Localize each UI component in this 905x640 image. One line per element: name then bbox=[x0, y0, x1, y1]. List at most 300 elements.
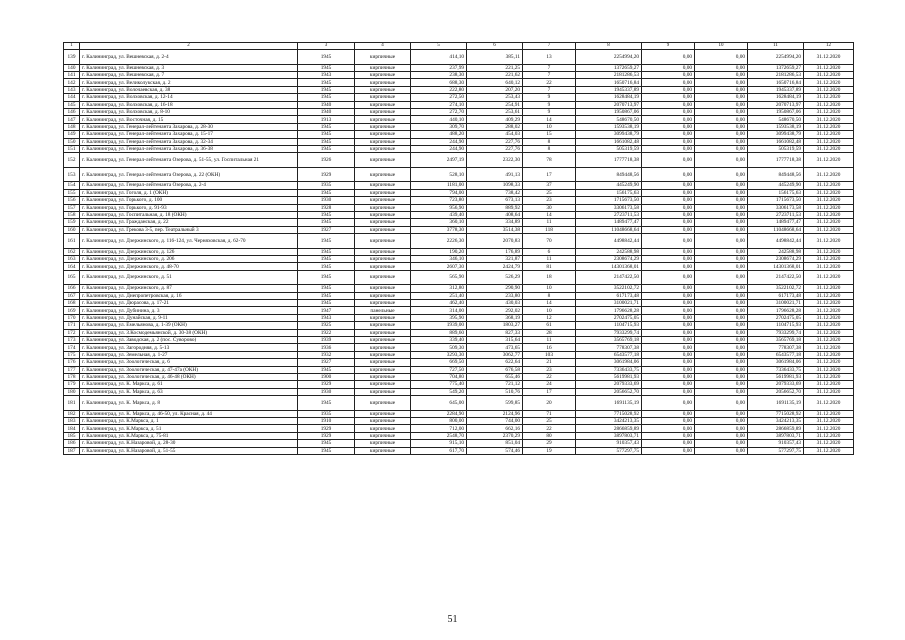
date-cell: 31.12.2020 bbox=[804, 329, 854, 336]
value-cell: 0,00 bbox=[695, 79, 748, 86]
value-cell: 0,00 bbox=[642, 270, 695, 285]
date-cell: 31.12.2020 bbox=[804, 314, 854, 321]
row-number: 145 bbox=[64, 101, 80, 108]
living-area-cell: 510,76 bbox=[467, 388, 523, 395]
date-cell: 31.12.2020 bbox=[804, 79, 854, 86]
date-cell: 31.12.2020 bbox=[804, 189, 854, 196]
living-area-cell: 233,80 bbox=[467, 292, 523, 299]
material-cell: кирпичные bbox=[355, 256, 411, 263]
date-cell: 31.12.2020 bbox=[804, 204, 854, 211]
address-cell: г. Калининград, ул. Генерал-лейтенанта Озерова, д. 2-4 bbox=[80, 182, 298, 189]
year-cell: 1932 bbox=[298, 351, 355, 358]
year-cell: 1945 bbox=[298, 440, 355, 447]
value-cell: 0,00 bbox=[695, 425, 748, 432]
table-row bbox=[64, 285, 854, 292]
value-cell: 0,00 bbox=[642, 197, 695, 204]
table-row bbox=[64, 86, 854, 93]
balance-cell: 1950867,06 bbox=[748, 109, 804, 116]
table-row bbox=[64, 447, 854, 454]
year-cell: 1940 bbox=[298, 109, 355, 116]
value-cell: 0,00 bbox=[642, 204, 695, 211]
value-cell: 0,00 bbox=[695, 447, 748, 454]
value-cell: 0,00 bbox=[695, 116, 748, 123]
table-row bbox=[64, 131, 854, 138]
total-area-cell: 800,00 bbox=[411, 418, 467, 425]
balance-cell: 1593538,19 bbox=[748, 123, 804, 130]
living-area-cell: 889,92 bbox=[467, 204, 523, 211]
living-area-cell: 2424,79 bbox=[467, 263, 523, 270]
total-area-cell: 272,50 bbox=[411, 94, 467, 101]
balance-cell: 3565769,18 bbox=[748, 337, 804, 344]
address-cell: г. Калининград, ул. Дунайская, д. 9-11 bbox=[80, 314, 298, 321]
living-area-cell: 2370,29 bbox=[467, 432, 523, 439]
address-cell: г. Калининград, ул. Волховская, д. 16-18 bbox=[80, 101, 298, 108]
address-cell: г. Калининград, ул. Заводская, д. 2 (пос. Суворово) bbox=[80, 337, 298, 344]
table-row bbox=[64, 432, 854, 439]
year-cell: 1945 bbox=[298, 86, 355, 93]
row-number: 178 bbox=[64, 373, 80, 380]
value-cell: 0,00 bbox=[642, 146, 695, 153]
amount-cell: 7933299,74 bbox=[576, 329, 642, 336]
date-cell: 31.12.2020 bbox=[804, 351, 854, 358]
row-number: 165 bbox=[64, 270, 80, 285]
living-area-cell: 207,20 bbox=[467, 86, 523, 93]
row-number: 140 bbox=[64, 64, 80, 71]
balance-cell: 2702475,05 bbox=[748, 314, 804, 321]
date-cell: 31.12.2020 bbox=[804, 366, 854, 373]
amount-cell: 2070713,97 bbox=[576, 101, 642, 108]
amount-cell: 1372659,27 bbox=[576, 64, 642, 71]
date-cell: 31.12.2020 bbox=[804, 344, 854, 351]
material-cell: кирпичные bbox=[355, 211, 411, 218]
row-number: 179 bbox=[64, 381, 80, 388]
address-cell: г. Калининград, ул. Грекова 3-5, пер. Театральный 3 bbox=[80, 226, 298, 233]
value-cell: 0,00 bbox=[695, 300, 748, 307]
year-cell: 1940 bbox=[298, 101, 355, 108]
amount-cell: 14301368,01 bbox=[576, 263, 642, 270]
date-cell: 31.12.2020 bbox=[804, 285, 854, 292]
date-cell: 31.12.2020 bbox=[804, 153, 854, 168]
date-cell: 31.12.2020 bbox=[804, 270, 854, 285]
living-area-cell: 292,02 bbox=[467, 307, 523, 314]
column-number-row bbox=[64, 43, 854, 50]
address-cell: г. Калининград, ул. Земельная, д. 1-27 bbox=[80, 351, 298, 358]
amount-cell: 2723711,53 bbox=[576, 211, 642, 218]
amount-cell: 1593538,19 bbox=[576, 123, 642, 130]
count-cell: 23 bbox=[523, 366, 576, 373]
year-cell: 1930 bbox=[298, 388, 355, 395]
material-cell: кирпичные bbox=[355, 94, 411, 101]
total-area-cell: 2284,90 bbox=[411, 410, 467, 417]
total-area-cell: 251,40 bbox=[411, 292, 467, 299]
date-cell: 31.12.2020 bbox=[804, 182, 854, 189]
value-cell: 0,00 bbox=[695, 432, 748, 439]
table-row bbox=[64, 359, 854, 366]
living-area-cell: 254,91 bbox=[467, 101, 523, 108]
total-area-cell: 1939,00 bbox=[411, 322, 467, 329]
total-area-cell: 2548,70 bbox=[411, 432, 467, 439]
count-cell: 118 bbox=[523, 226, 576, 233]
amount-cell: 2079333,69 bbox=[576, 381, 642, 388]
total-area-cell: 339,40 bbox=[411, 337, 467, 344]
address-cell: г. Калининград, ул. К.Назаровой, д. 51-55 bbox=[80, 447, 298, 454]
material-cell: кирпичные bbox=[355, 314, 411, 321]
total-area-cell: 237,99 bbox=[411, 64, 467, 71]
material-cell: кирпичные bbox=[355, 189, 411, 196]
material-cell: кирпичные bbox=[355, 109, 411, 116]
living-area-cell: 599,85 bbox=[467, 396, 523, 411]
total-area-cell: 915,10 bbox=[411, 440, 467, 447]
table-row bbox=[64, 329, 854, 336]
living-area-cell: 851,04 bbox=[467, 440, 523, 447]
value-cell: 0,00 bbox=[642, 86, 695, 93]
year-cell: 1939 bbox=[298, 337, 355, 344]
row-number: 151 bbox=[64, 146, 80, 153]
table-row bbox=[64, 197, 854, 204]
row-number: 177 bbox=[64, 366, 80, 373]
balance-cell: 5619981,93 bbox=[748, 373, 804, 380]
material-cell: кирпичные bbox=[355, 50, 411, 65]
row-number: 181 bbox=[64, 396, 80, 411]
value-cell: 0,00 bbox=[695, 329, 748, 336]
table-row bbox=[64, 94, 854, 101]
balance-cell: 4498842,44 bbox=[748, 234, 804, 249]
value-cell: 0,00 bbox=[695, 182, 748, 189]
balance-cell: 1661082,48 bbox=[748, 138, 804, 145]
living-area-cell: 473,65 bbox=[467, 344, 523, 351]
count-cell: 24 bbox=[523, 381, 576, 388]
count-cell: 103 bbox=[523, 351, 576, 358]
row-number: 183 bbox=[64, 418, 80, 425]
total-area-cell: 414,10 bbox=[411, 50, 467, 65]
page-number: 51 bbox=[447, 614, 458, 625]
value-cell: 0,00 bbox=[642, 425, 695, 432]
amount-cell: 2308674,29 bbox=[576, 256, 642, 263]
value-cell: 0,00 bbox=[695, 86, 748, 93]
living-area-cell: 409,29 bbox=[467, 116, 523, 123]
balance-cell: 2079333,69 bbox=[748, 381, 804, 388]
balance-cell: 2723711,53 bbox=[748, 211, 804, 218]
total-area-cell: 712,00 bbox=[411, 425, 467, 432]
address-cell: г. Калининград, ул. Вешневская, д. 2-4 bbox=[80, 50, 298, 65]
address-cell: г. Калининград, ул. К.Назаровой, д. 28-30 bbox=[80, 440, 298, 447]
value-cell: 0,00 bbox=[695, 234, 748, 249]
table-row bbox=[64, 292, 854, 299]
address-cell: г. Калининград, ул. Дубинина, д. 3 bbox=[80, 307, 298, 314]
value-cell: 0,00 bbox=[642, 322, 695, 329]
table-row bbox=[64, 101, 854, 108]
year-cell: 1945 bbox=[298, 138, 355, 145]
living-area-cell: 827,33 bbox=[467, 329, 523, 336]
date-cell: 31.12.2020 bbox=[804, 322, 854, 329]
date-cell: 31.12.2020 bbox=[804, 64, 854, 71]
material-cell: кирпичные bbox=[355, 285, 411, 292]
value-cell: 0,00 bbox=[642, 167, 695, 182]
row-number: 167 bbox=[64, 292, 80, 299]
date-cell: 31.12.2020 bbox=[804, 226, 854, 233]
balance-cell: 3424213,35 bbox=[748, 418, 804, 425]
total-area-cell: 314,00 bbox=[411, 307, 467, 314]
table-row bbox=[64, 396, 854, 411]
amount-cell: 1661082,48 bbox=[576, 138, 642, 145]
material-cell: кирпичные bbox=[355, 116, 411, 123]
row-number: 144 bbox=[64, 94, 80, 101]
year-cell: 1936 bbox=[298, 344, 355, 351]
year-cell: 1900 bbox=[298, 373, 355, 380]
row-number: 162 bbox=[64, 248, 80, 255]
row-number: 176 bbox=[64, 359, 80, 366]
amount-cell: 1796628,28 bbox=[576, 307, 642, 314]
count-cell: 13 bbox=[523, 50, 576, 65]
date-cell: 31.12.2020 bbox=[804, 447, 854, 454]
living-area-cell: 368,19 bbox=[467, 314, 523, 321]
row-number: 160 bbox=[64, 226, 80, 233]
value-cell: 0,00 bbox=[695, 109, 748, 116]
material-cell: кирпичные bbox=[355, 219, 411, 226]
row-number: 156 bbox=[64, 197, 80, 204]
value-cell: 0,00 bbox=[695, 226, 748, 233]
year-cell: 1945 bbox=[298, 270, 355, 285]
amount-cell: 1950867,06 bbox=[576, 109, 642, 116]
table-row bbox=[64, 388, 854, 395]
table-row bbox=[64, 248, 854, 255]
value-cell: 0,00 bbox=[695, 396, 748, 411]
total-area-cell: 309,70 bbox=[411, 123, 467, 130]
material-cell: кирпичные bbox=[355, 79, 411, 86]
living-area-cell: 227,76 bbox=[467, 138, 523, 145]
table-row bbox=[64, 337, 854, 344]
material-cell: кирпичные bbox=[355, 72, 411, 79]
material-cell: кирпичные bbox=[355, 440, 411, 447]
total-area-cell: 346,10 bbox=[411, 256, 467, 263]
address-cell: г. Калининград, ул. З.Космодемьянской, д. 30-38 (ОКН) bbox=[80, 329, 298, 336]
value-cell: 0,00 bbox=[695, 292, 748, 299]
row-number: 158 bbox=[64, 211, 80, 218]
value-cell: 0,00 bbox=[695, 197, 748, 204]
balance-cell: 2866859,89 bbox=[748, 425, 804, 432]
year-cell: 1935 bbox=[298, 182, 355, 189]
material-cell: кирпичные bbox=[355, 396, 411, 411]
count-cell: 19 bbox=[523, 447, 576, 454]
material-cell: кирпичные bbox=[355, 123, 411, 130]
year-cell: 1910 bbox=[298, 418, 355, 425]
row-number: 159 bbox=[64, 219, 80, 226]
total-area-cell: 272,70 bbox=[411, 109, 467, 116]
value-cell: 0,00 bbox=[642, 182, 695, 189]
count-cell: 7 bbox=[523, 72, 576, 79]
total-area-cell: 956,90 bbox=[411, 204, 467, 211]
balance-cell: 2147422,50 bbox=[748, 270, 804, 285]
date-cell: 31.12.2020 bbox=[804, 396, 854, 411]
table-row bbox=[64, 307, 854, 314]
year-cell: 1945 bbox=[298, 396, 355, 411]
value-cell: 0,00 bbox=[642, 447, 695, 454]
balance-cell: 1650716,84 bbox=[748, 79, 804, 86]
balance-cell: 11048668,64 bbox=[748, 226, 804, 233]
row-number: 168 bbox=[64, 300, 80, 307]
material-cell: кирпичные bbox=[355, 138, 411, 145]
material-cell: кирпичные bbox=[355, 204, 411, 211]
material-cell: кирпичные bbox=[355, 153, 411, 168]
address-cell: г. Калининград, ул. Госпитальная, д. 18 (ОКН) bbox=[80, 211, 298, 218]
living-area-cell: 253,43 bbox=[467, 94, 523, 101]
total-area-cell: 274,10 bbox=[411, 101, 467, 108]
date-cell: 31.12.2020 bbox=[804, 234, 854, 249]
date-cell: 31.12.2020 bbox=[804, 197, 854, 204]
living-area-cell: 321,87 bbox=[467, 256, 523, 263]
row-number: 148 bbox=[64, 123, 80, 130]
value-cell: 0,00 bbox=[695, 373, 748, 380]
total-area-cell: 244,90 bbox=[411, 138, 467, 145]
value-cell: 0,00 bbox=[642, 396, 695, 411]
material-cell: кирпичные bbox=[355, 388, 411, 395]
amount-cell: 1691135,19 bbox=[576, 396, 642, 411]
row-number: 161 bbox=[64, 234, 80, 249]
material-cell: кирпичные bbox=[355, 197, 411, 204]
value-cell: 0,00 bbox=[695, 263, 748, 270]
row-number: 139 bbox=[64, 50, 80, 65]
date-cell: 31.12.2020 bbox=[804, 263, 854, 270]
balance-cell: 548670,50 bbox=[748, 116, 804, 123]
value-cell: 0,00 bbox=[642, 292, 695, 299]
amount-cell: 7715028,92 bbox=[576, 410, 642, 417]
total-area-cell: 244,90 bbox=[411, 146, 467, 153]
balance-cell: 2254994,20 bbox=[748, 50, 804, 65]
address-cell: г. Калининград, ул. Генерал-лейтенанта Озерова, д. 22 (ОКН) bbox=[80, 167, 298, 182]
value-cell: 0,00 bbox=[695, 388, 748, 395]
year-cell: 1926 bbox=[298, 153, 355, 168]
material-cell: кирпичные bbox=[355, 373, 411, 380]
address-cell: г. Калининград, ул. Восточная, д. 15 bbox=[80, 116, 298, 123]
address-cell: г. Калининград, ул. Волховская, д. 8-10 bbox=[80, 109, 298, 116]
value-cell: 0,00 bbox=[642, 234, 695, 249]
balance-cell: 3061984,06 bbox=[748, 359, 804, 366]
material-cell: кирпичные bbox=[355, 329, 411, 336]
address-cell: г. Калининград, ул. Днепропетровская, д. 16 bbox=[80, 292, 298, 299]
date-cell: 31.12.2020 bbox=[804, 219, 854, 226]
row-number: 143 bbox=[64, 86, 80, 93]
living-area-cell: 221,62 bbox=[467, 72, 523, 79]
amount-cell: 2866859,89 bbox=[576, 425, 642, 432]
address-cell: г. Калининград, ул. Волховская, д. 12-14 bbox=[80, 94, 298, 101]
value-cell: 0,00 bbox=[695, 381, 748, 388]
living-area-cell: 2322,30 bbox=[467, 153, 523, 168]
date-cell: 31.12.2020 bbox=[804, 410, 854, 417]
amount-cell: 1715673,50 bbox=[576, 197, 642, 204]
count-cell: 22 bbox=[523, 79, 576, 86]
count-cell: 30 bbox=[523, 204, 576, 211]
year-cell: 1945 bbox=[298, 211, 355, 218]
material-cell: кирпичные bbox=[355, 146, 411, 153]
address-cell: г. Калининград, ул. Зоологическая, д. 46-48 (ОКН) bbox=[80, 373, 298, 380]
amount-cell: 505319,59 bbox=[576, 146, 642, 153]
value-cell: 0,00 bbox=[642, 300, 695, 307]
address-cell: г. Калининград, ул. Великолукская, д. 2 bbox=[80, 79, 298, 86]
count-cell: 61 bbox=[523, 322, 576, 329]
living-area-cell: 454,03 bbox=[467, 131, 523, 138]
year-cell: 1945 bbox=[298, 366, 355, 373]
value-cell: 0,00 bbox=[642, 50, 695, 65]
table-row bbox=[64, 153, 854, 168]
table-row bbox=[64, 300, 854, 307]
housing-register-table bbox=[63, 42, 854, 455]
table-row bbox=[64, 322, 854, 329]
table-row bbox=[64, 204, 854, 211]
balance-cell: 1796628,28 bbox=[748, 307, 804, 314]
value-cell: 0,00 bbox=[642, 138, 695, 145]
table-row bbox=[64, 344, 854, 351]
date-cell: 31.12.2020 bbox=[804, 256, 854, 263]
total-area-cell: 704,80 bbox=[411, 373, 467, 380]
value-cell: 0,00 bbox=[642, 116, 695, 123]
table-row bbox=[64, 211, 854, 218]
total-area-cell: 488,20 bbox=[411, 131, 467, 138]
value-cell: 0,00 bbox=[642, 101, 695, 108]
address-cell: г. Калининград, ул. Дюрасова, д. 17-21 bbox=[80, 300, 298, 307]
year-cell: 1928 bbox=[298, 204, 355, 211]
balance-cell: 1104715,93 bbox=[748, 322, 804, 329]
col-header: 1 bbox=[64, 43, 80, 50]
table-row bbox=[64, 263, 854, 270]
value-cell: 0,00 bbox=[695, 410, 748, 417]
amount-cell: 3100021,71 bbox=[576, 300, 642, 307]
total-area-cell: 462,40 bbox=[411, 300, 467, 307]
material-cell: кирпичные bbox=[355, 344, 411, 351]
value-cell: 0,00 bbox=[642, 211, 695, 218]
row-number: 157 bbox=[64, 204, 80, 211]
balance-cell: 778307,38 bbox=[748, 344, 804, 351]
address-cell: г. Калининград, ул. Генерал-лейтенанта Захарова, д. 28-30 bbox=[80, 123, 298, 130]
value-cell: 0,00 bbox=[695, 344, 748, 351]
row-number: 173 bbox=[64, 337, 80, 344]
table-row bbox=[64, 270, 854, 285]
balance-cell: 3100021,71 bbox=[748, 300, 804, 307]
date-cell: 31.12.2020 bbox=[804, 146, 854, 153]
balance-cell: 14301368,01 bbox=[748, 263, 804, 270]
living-area-cell: 290,90 bbox=[467, 285, 523, 292]
balance-cell: 2308674,29 bbox=[748, 256, 804, 263]
value-cell: 0,00 bbox=[695, 440, 748, 447]
balance-cell: 617173,48 bbox=[748, 292, 804, 299]
count-cell: 11 bbox=[523, 219, 576, 226]
year-cell: 1945 bbox=[298, 189, 355, 196]
value-cell: 0,00 bbox=[642, 285, 695, 292]
total-area-cell: 723,80 bbox=[411, 197, 467, 204]
address-cell: г. Калининград, ул. Горького, д. 100 bbox=[80, 197, 298, 204]
total-area-cell: 312,80 bbox=[411, 285, 467, 292]
material-cell: кирпичные bbox=[355, 64, 411, 71]
living-area-cell: 738,42 bbox=[467, 189, 523, 196]
table-row bbox=[64, 79, 854, 86]
year-cell: 1945 bbox=[298, 64, 355, 71]
row-number: 172 bbox=[64, 329, 80, 336]
year-cell: 1945 bbox=[298, 256, 355, 263]
living-area-cell: 408,64 bbox=[467, 211, 523, 218]
year-cell: 1930 bbox=[298, 197, 355, 204]
row-number: 185 bbox=[64, 432, 80, 439]
date-cell: 31.12.2020 bbox=[804, 50, 854, 65]
address-cell: г. Калининград, ул. К. Маркса, д. 8 bbox=[80, 396, 298, 411]
count-cell: 12 bbox=[523, 314, 576, 321]
total-area-cell: 794,00 bbox=[411, 189, 467, 196]
year-cell: 1929 bbox=[298, 425, 355, 432]
living-area-cell: 721,12 bbox=[467, 381, 523, 388]
value-cell: 0,00 bbox=[642, 314, 695, 321]
amount-cell: 4498842,44 bbox=[576, 234, 642, 249]
col-header: 4 bbox=[355, 43, 411, 50]
address-cell: г. Калининград, ул. Дзержинского, д. 206 bbox=[80, 256, 298, 263]
date-cell: 31.12.2020 bbox=[804, 72, 854, 79]
